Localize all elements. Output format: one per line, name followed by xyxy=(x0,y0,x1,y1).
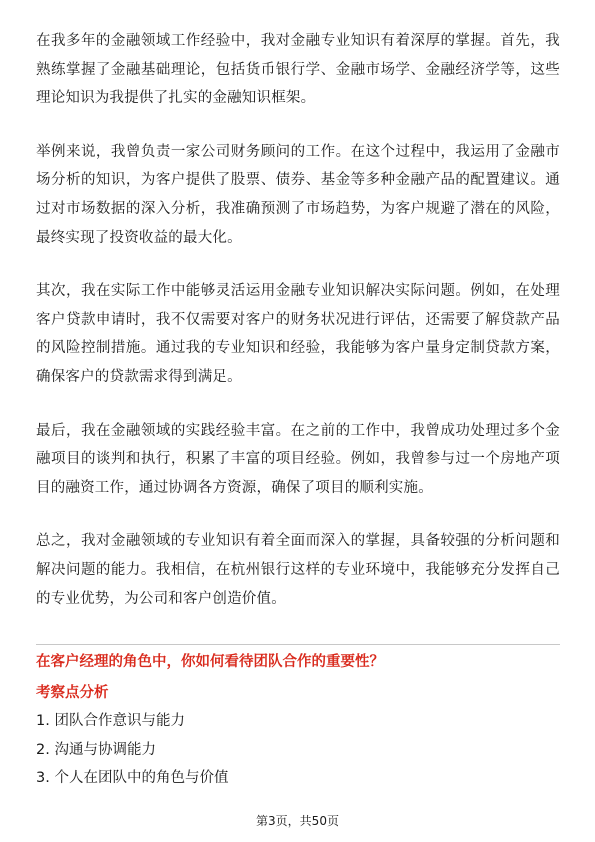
page-number: 第3页，共50页 xyxy=(256,814,339,828)
paragraph-conclusion: 总之，我对金融领域的专业知识有着全面而深入的掌握，具备较强的分析问题和解决问题的能力。我相信，在杭州银行这样的专业环境中，我能够充分发挥自己的专业优势，为公司和客户创造价值。 xyxy=(36,533,560,607)
analysis-item: 1. 团队合作意识与能力 xyxy=(36,713,185,729)
paragraph-practical-experience: 最后，我在金融领域的实践经验丰富。在之前的工作中，我曾成功处理过多个金融项目的谈判和执行，积累了丰富的项目经验。例如，我曾参与过一个房地产项目的融资工作，通过协调各方资源，确保了项目的顺利实施。 xyxy=(36,422,560,496)
analysis-item: 3. 个人在团队中的角色与价值 xyxy=(36,770,229,786)
section-divider xyxy=(36,644,560,645)
analysis-heading: 考察点分析 xyxy=(36,685,109,701)
question-section xyxy=(36,651,560,793)
paragraph-practical-application: 其次，我在实际工作中能够灵活运用金融专业知识解决实际问题。例如，在处理客户贷款申请时，我不仅需要对客户的财务状况进行评估，还需要了解贷款产品的风险控制措施。通过我的专业知识和经验，我能够为客户量身定制贷款方案，确保客户的贷款需求得到满足。 xyxy=(36,283,560,385)
analysis-item: 2. 沟通与协调能力 xyxy=(36,741,156,758)
paragraph-experience-intro: 在我多年的金融领域工作经验中，我对金融专业知识有着深厚的掌握。首先，我熟练掌握了金融基础理论，包括货币银行学、金融市场学、金融经济学等，这些理论知识为我提供了扎实的金融知识框架。 xyxy=(36,33,560,107)
answer-body xyxy=(36,27,560,638)
paragraph-example-advisor: 举例来说，我曾负责一家公司财务顾问的工作。在这个过程中，我运用了金融市场分析的知识，为客户提供了股票、债券、基金等多种金融产品的配置建议。通过对市场数据的深入分析，我准确预测了市场趋势，为客户规避了潜在的风险，最终实现了投资收益的最大化。 xyxy=(36,143,560,246)
question-title: 在客户经理的角色中，你如何看待团队合作的重要性？ xyxy=(36,654,384,670)
analysis-list xyxy=(36,707,560,793)
